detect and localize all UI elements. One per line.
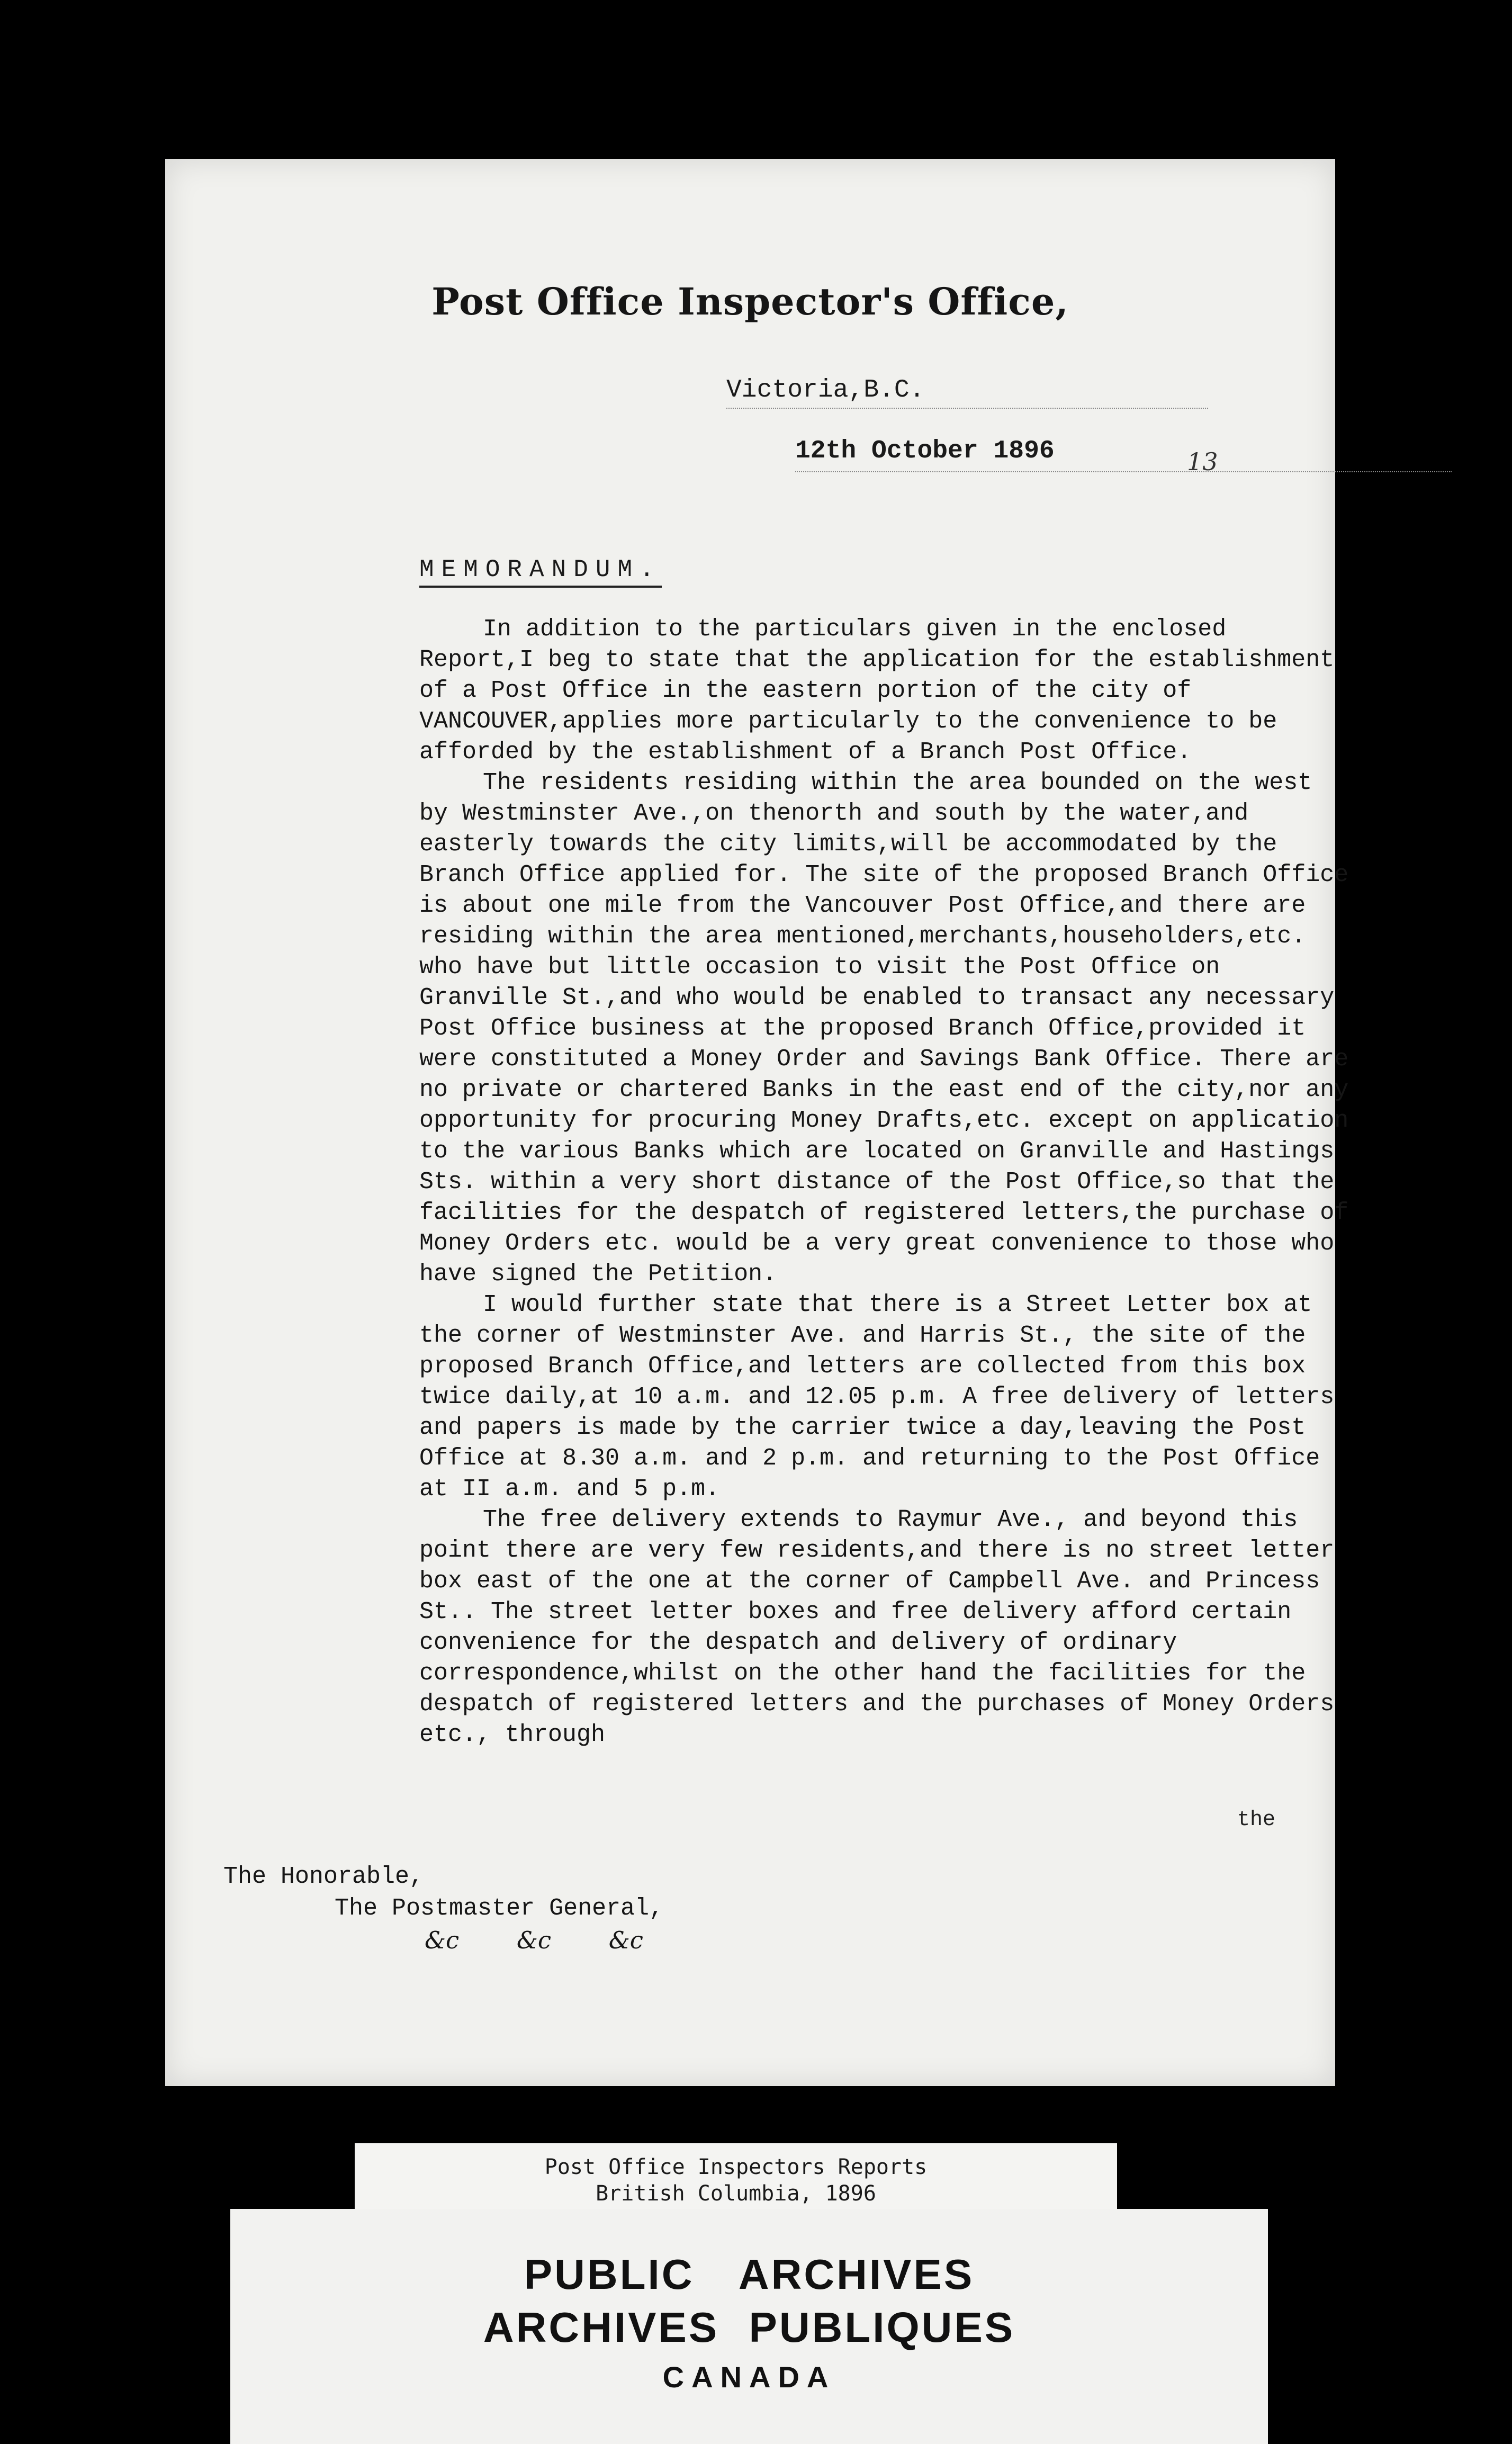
place-line: Victoria,B.C.	[726, 376, 925, 405]
paragraph: In addition to the particulars given in the enclosed Report,I beg to state that the application for the establishment of a Post Office in the eastern portion of the city of VANCOUVER,applies more particularly to the convenience to be afforded by the establishment of a Branch Post Office.	[419, 616, 1349, 766]
date-line: 12th October 1896	[795, 437, 1055, 465]
continuation-word: the	[1237, 1808, 1276, 1832]
memo-title: MEMORANDUM.	[419, 556, 662, 588]
addressee-line: The Postmaster General,	[335, 1895, 664, 1922]
addressee-line: &c &c &c	[425, 1926, 643, 1954]
folio-number: 13	[1187, 447, 1218, 476]
addressee-line: The Honorable,	[223, 1863, 424, 1890]
paragraph: The free delivery extends to Raymur Ave., and beyond this point there are very few residents,and there is no street letter box east of the one at the corner of Campbell Ave. and Princess St.. The street letter boxes and free delivery afford certain convenience for the despatch and delivery of ordinary correspondence,whilst on the other hand the facilities for the despatch of registered letters and the purchases of Money Orders etc., through	[419, 1506, 1349, 1748]
label-line: British Columbia, 1896	[596, 2181, 876, 2206]
memorandum-page	[165, 159, 1363, 2086]
archives-stamp	[230, 2209, 1268, 2444]
paragraph: The residents residing within the area bounded on the west by Westminster Ave.,on thenorth and south by the water,and easterly towards the city limits,will be accommodated by the Branch Office applied for. The site of the proposed Branch Office is about one mile from the Vancouver Post Office,and there are residing within the area mentioned,merchants,householders,etc. who have but little occasion to visit the Post Office on Granville St.,and who would be enabled to transact any necessary Post Office business at the proposed Branch Office,provided it were constituted a Money Order and Savings Bank Office. There are no private or chartered Banks in the east end of the city,nor any opportunity for procuring Money Drafts,etc. except on application to the various Banks which are located on Granville and Hastings Sts. within a very short distance of the Post Office,so that the facilities for the despatch of registered letters,the purchase of Money Orders etc. would be a very great convenience to those who have signed the Petition.	[419, 769, 1363, 1288]
stamp-line: ARCHIVES PUBLIQUES	[483, 2304, 1015, 2351]
paragraph: I would further state that there is a Street Letter box at the corner of Westminster Ave. and Harris St., the site of the proposed Branch Office,and letters are collected from this box twice daily,at 10 a.m. and 12.05 p.m. A free delivery of letters and papers is made by the carrier twice a day,leaving the Post Office at 8.30 a.m. and 2 p.m. and returning to the Post Office at II a.m. and 5 p.m.	[419, 1291, 1349, 1503]
memo-body	[419, 614, 1363, 1750]
letterhead: Post Office Inspector's Office,	[431, 280, 1069, 324]
stamp-line: PUBLIC ARCHIVES	[524, 2251, 975, 2298]
place-rule	[726, 408, 1208, 409]
addressee	[223, 1861, 663, 1956]
label-line: Post Office Inspectors Reports	[544, 2155, 928, 2179]
date-rule	[795, 471, 1452, 472]
stamp-line: CANADA	[662, 2360, 836, 2394]
